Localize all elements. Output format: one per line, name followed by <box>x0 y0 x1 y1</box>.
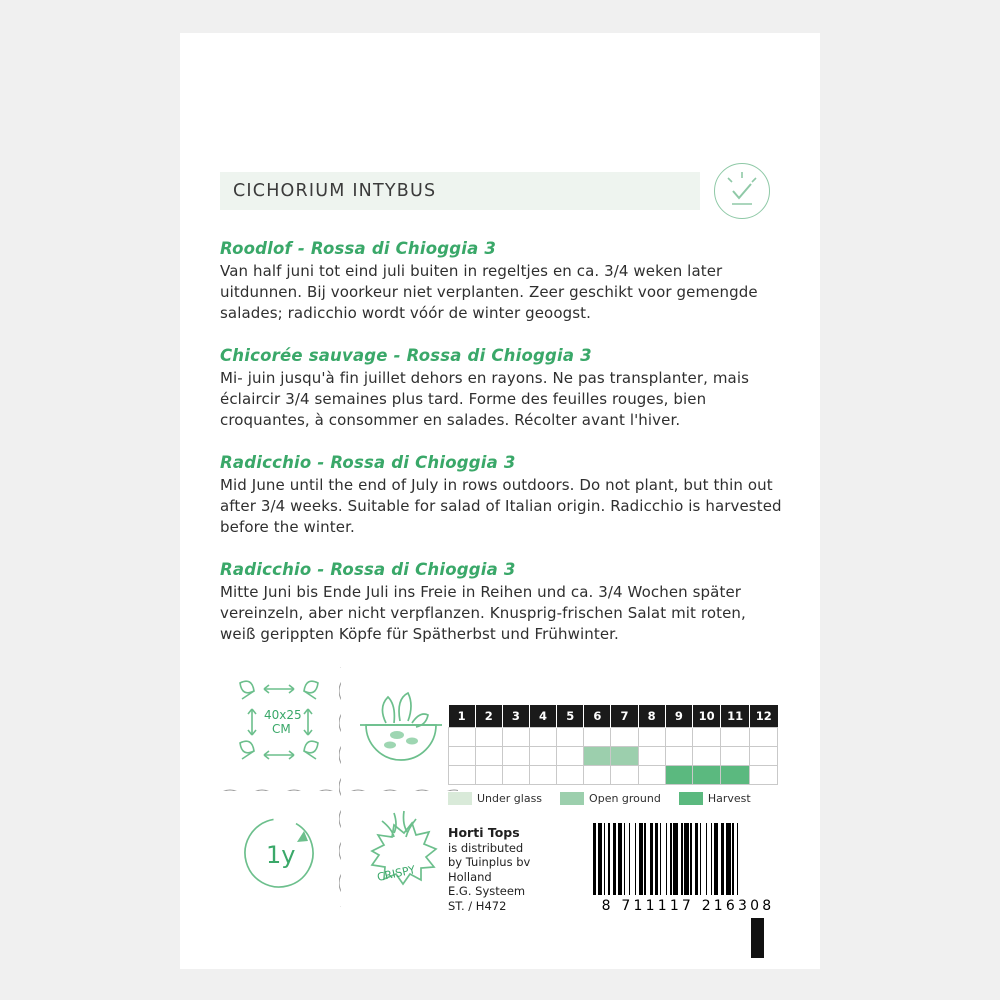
calendar-cell <box>502 766 529 785</box>
heading-en: Radicchio - Rossa di Chioggia 3 <box>220 453 516 472</box>
month-header: 9 <box>665 705 692 728</box>
legend-item-open-ground <box>560 792 661 805</box>
calendar-cell <box>721 728 750 747</box>
description-block-nl <box>220 239 782 324</box>
description-block-de <box>220 560 782 645</box>
latin-name: CICHORIUM INTYBUS <box>233 181 437 201</box>
calendar-row <box>449 766 778 785</box>
legend-swatch-harvest <box>679 792 703 805</box>
divider-horizontal <box>222 789 458 791</box>
spacing-unit: CM <box>272 722 291 736</box>
barcode-number: 8 711117 216308 <box>601 898 775 914</box>
legend-label-harvest: Harvest <box>707 792 751 805</box>
plant-spacing-icon <box>220 663 338 781</box>
calendar-cell <box>584 728 611 747</box>
calendar-cell <box>665 728 692 747</box>
brand-line: is distributed <box>448 840 524 855</box>
salad-bowl-icon <box>342 663 460 781</box>
calendar-cell <box>638 747 665 766</box>
spacing-value: 40x25 <box>264 708 302 722</box>
shelf-life-value: 1y <box>266 841 296 869</box>
calendar-cell <box>665 747 692 766</box>
calendar-cell-harvest <box>721 766 750 785</box>
barcode <box>593 823 783 914</box>
text-nl: Van half juni tot eind juli buiten in regeltjes en ca. 3/4 weken later uitdunnen. Bij voorkeur niet verplanten. Zeer geschikt voor gemengde salades; radicchio wordt vóór de winter geoogst. <box>220 262 758 322</box>
packet-content <box>220 163 782 645</box>
calendar-cell <box>502 728 529 747</box>
calendar-row <box>449 728 778 747</box>
legend-label-under-glass: Under glass <box>477 792 543 805</box>
calendar-cell <box>749 747 777 766</box>
month-header: 2 <box>475 705 502 728</box>
calendar-cell-open <box>611 747 638 766</box>
calendar-body <box>449 728 778 785</box>
calendar-cell <box>529 728 556 747</box>
calendar-cell <box>721 747 750 766</box>
brand-line: by Tuinplus bv <box>448 855 531 869</box>
seed-packet-back <box>180 33 820 969</box>
month-header: 10 <box>692 705 721 728</box>
month-header: 1 <box>449 705 476 728</box>
calendar-cell <box>475 766 502 785</box>
heading-nl: Roodlof - Rossa di Chioggia 3 <box>220 239 497 258</box>
barcode-bars <box>593 823 783 895</box>
calendar-cell <box>502 747 529 766</box>
brand-line: ST. / H472 <box>448 898 507 913</box>
legend-item-harvest <box>679 792 751 805</box>
calendar-cell <box>449 766 476 785</box>
calendar-cell <box>557 728 584 747</box>
icon-grid <box>220 663 460 923</box>
title-row <box>220 163 782 219</box>
calendar-cell <box>638 766 665 785</box>
sowing-calendar <box>448 705 778 805</box>
month-header: 4 <box>529 705 556 728</box>
crispy-label: CRISPY <box>375 863 417 884</box>
brand-line: Holland <box>448 869 492 884</box>
legend-item-under-glass <box>448 792 542 805</box>
calendar-cell <box>557 747 584 766</box>
heading-fr: Chicorée sauvage - Rossa di Chioggia 3 <box>220 346 592 365</box>
calendar-cell <box>611 766 638 785</box>
calendar-cell <box>529 766 556 785</box>
brand-line: E.G. Systeem <box>448 884 526 898</box>
legend-label-open-ground: Open ground <box>589 792 661 805</box>
month-header: 3 <box>502 705 529 728</box>
month-header: 5 <box>557 705 584 728</box>
calendar-legend <box>448 792 778 805</box>
calendar-cell <box>449 747 476 766</box>
calendar-header-row <box>449 705 778 728</box>
calendar-cell <box>449 728 476 747</box>
calendar-cell <box>692 747 721 766</box>
print-registration-mark <box>751 918 764 958</box>
calendar-cell <box>475 728 502 747</box>
clock-check-icon <box>714 163 770 219</box>
month-header: 12 <box>749 705 777 728</box>
calendar-cell <box>475 747 502 766</box>
heading-de: Radicchio - Rossa di Chioggia 3 <box>220 560 516 579</box>
legend-swatch-open-ground <box>560 792 584 805</box>
latin-name-bar <box>220 172 700 210</box>
month-header: 11 <box>721 705 750 728</box>
text-fr: Mi- juin jusqu'à fin juillet dehors en rayons. Ne pas transplanter, mais éclaircir 3/4 semaines plus tard. Forme des feuilles rouges, bien croquantes, à consommer en salades. Récolter avant l'hiver. <box>220 369 750 429</box>
description-block-fr <box>220 346 782 431</box>
legend-swatch-under-glass <box>448 792 472 805</box>
calendar-cell <box>692 728 721 747</box>
calendar-cell <box>749 728 777 747</box>
calendar-cell-harvest <box>665 766 692 785</box>
month-header: 6 <box>584 705 611 728</box>
calendar-cell <box>529 747 556 766</box>
calendar-cell <box>749 766 777 785</box>
calendar-table <box>448 705 778 785</box>
calendar-cell <box>584 766 611 785</box>
brand-name: Horti Tops <box>448 825 520 840</box>
brand-info <box>448 826 530 913</box>
month-header: 8 <box>638 705 665 728</box>
calendar-cell-harvest <box>692 766 721 785</box>
calendar-cell <box>557 766 584 785</box>
description-block-en <box>220 453 782 538</box>
text-en: Mid June until the end of July in rows outdoors. Do not plant, but thin out after 3/4 weeks. Suitable for salad of Italian origin. Radicchio is harvested before the winter. <box>220 476 782 536</box>
crispy-burst-icon <box>342 795 460 913</box>
calendar-cell <box>611 728 638 747</box>
calendar-cell <box>638 728 665 747</box>
calendar-row <box>449 747 778 766</box>
month-header: 7 <box>611 705 638 728</box>
calendar-cell-open <box>584 747 611 766</box>
one-year-icon <box>220 795 338 913</box>
text-de: Mitte Juni bis Ende Juli ins Freie in Reihen und ca. 3/4 Wochen später vereinzeln, aber nicht verpflanzen. Knusprig-frischen Salat mit roten, weiß gerippten Köpfe für Spätherbst und Frühwinter. <box>220 583 746 643</box>
